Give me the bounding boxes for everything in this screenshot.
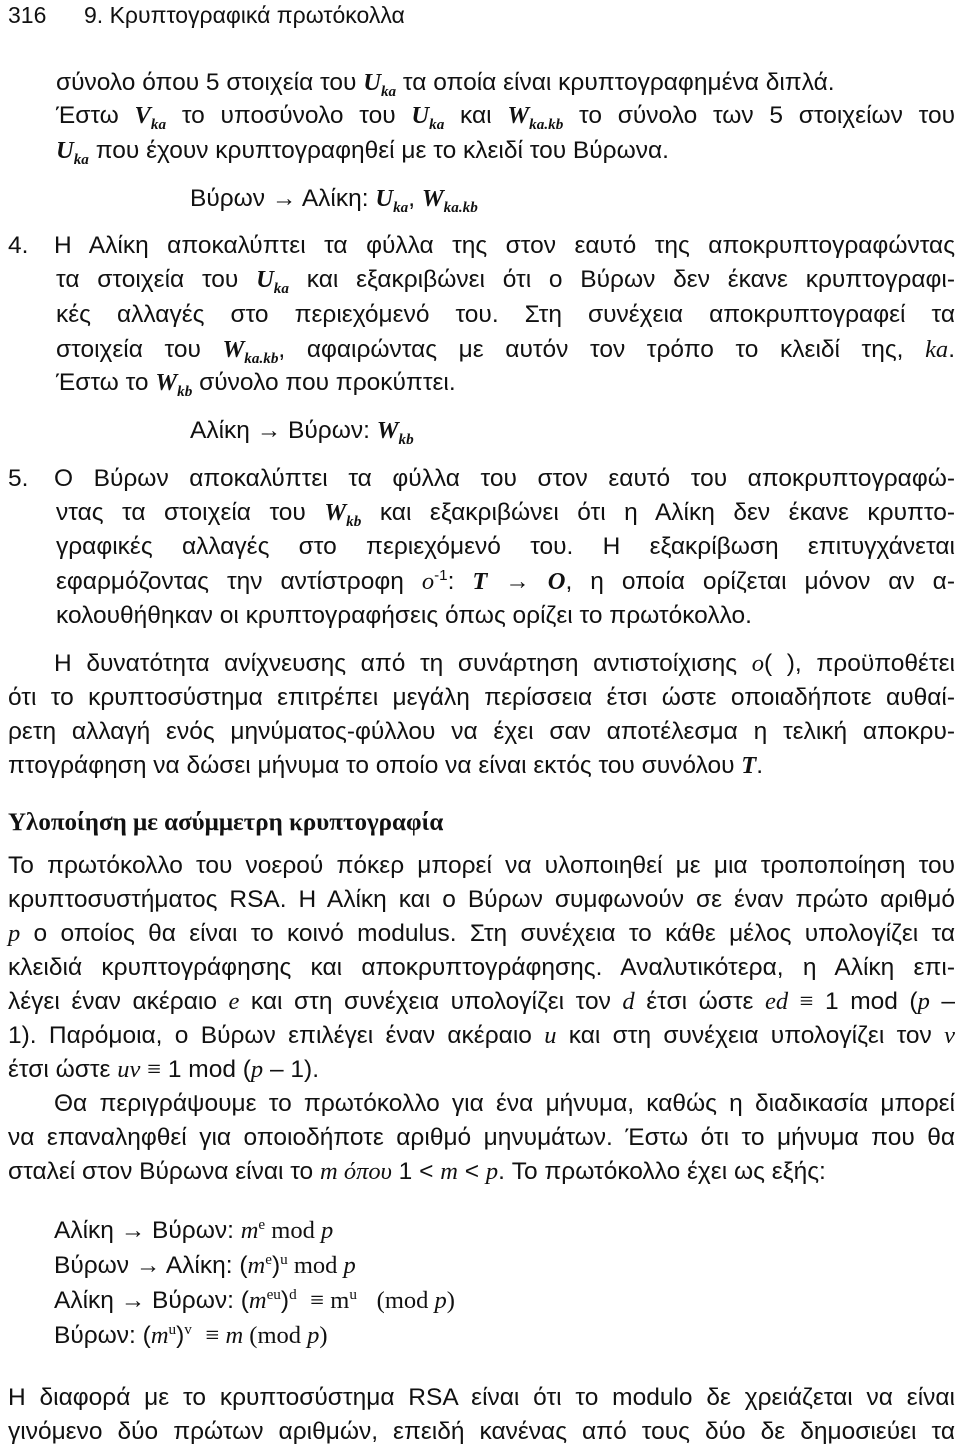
text-line: στοιχεία του $W_{ka.kb}$, αφαιρώντας με αυτόν τον τρόπο το κλειδί της, ka.: [56, 336, 955, 367]
right-arrow-icon: →: [256, 417, 282, 444]
right-arrow-icon: →: [135, 1252, 161, 1279]
paragraph-line: ότι το κρυπτοσύστημα επιτρέπει μεγάλη περίσσεια έτσι ώστε οποιαδήποτε αυθαί-: [8, 684, 955, 711]
protocol-step: Βύρων: $(m^u)^v \equiv m$ (mod p): [54, 1320, 328, 1349]
paragraph-line: πτογράφηση να δώσει μήνυμα το οποίο να είναι εκτός του συνόλου T.: [8, 752, 764, 779]
paragraph-line: έτσι ώστε uv ≡ 1 mod (p – 1).: [8, 1056, 320, 1083]
equivalence-symbol: ≡: [799, 988, 814, 1015]
text-line: κές αλλαγές στο περιεχόμενό του. Στη συνέχεια αποκρυπτογραφεί τα: [56, 301, 955, 328]
equivalence-symbol: ≡: [147, 1056, 162, 1083]
text-line: Έστω το $W_{kb}$ σύνολο που προκύπτει.: [56, 369, 456, 400]
list-item-5: 5. Ο Βύρων αποκαλύπτει τα φύλλα του στον εαυτό του αποκρυπτογραφώ-: [8, 465, 955, 492]
page-number: 316: [8, 2, 47, 28]
page-header: [8, 2, 405, 29]
paragraph-line: γινόμενο δύο πρώτων αριθμών, επειδή κανένας από τους δύο δε δημοσιεύει τα: [8, 1418, 955, 1445]
paragraph-line: να επαναληφθεί για οποιοδήποτε αριθμό μηνυμάτων. Έστω ότι το μήνυμα που θα: [8, 1124, 955, 1151]
paragraph-line: ρετη αλλαγή ενός μηνύματος-φύλλου να έχει σαν αποτέλεσμα η τελική αποκρυ-: [8, 718, 955, 745]
paragraph-line: 1). Παρόμοια, ο Βύρων επιλέγει έναν ακέραιο u και στη συνέχεια υπολογίζει τον v: [8, 1022, 955, 1049]
text-line: $U_{ka}$ που έχουν κρυπτογραφηθεί με το κλειδί του Βύρωνα.: [56, 137, 669, 168]
text-line: εφαρμόζοντας την αντίστροφη $o^{-1}$: T → O, η οποία ορίζεται μόνον αν α-: [56, 566, 955, 595]
paragraph-line: p ο οποίος θα είναι το κοινό modulus. Στη συνέχεια το κάθε μέλος υπολογίζει τα: [8, 920, 955, 947]
paragraph-line: Η διαφορά με το κρυπτοσύστημα RSA είναι ότι το modulo δε χρειάζεται να είναι: [8, 1384, 955, 1411]
equivalence-symbol: ≡: [310, 1287, 325, 1314]
equivalence-symbol: ≡: [205, 1322, 220, 1349]
paragraph-line: κλειδιά κρυπτογράφησης και αποκρυπτογράφησης. Αναλυτικότερα, η Αλίκη επι-: [8, 954, 955, 981]
text-line: ντας τα στοιχεία του $W_{kb}$ και εξακριβώνει ότι η Αλίκη δεν έκανε κρυπτο-: [56, 499, 955, 530]
list-item-4: 4. Η Αλίκη αποκαλύπτει τα φύλλα της στον εαυτό της αποκρυπτογραφώντας: [8, 232, 955, 259]
right-arrow-icon: →: [120, 1217, 146, 1244]
text-line: κολουθήθηκαν οι κρυπτογραφήσεις όπως ορίζει το πρωτόκολλο.: [56, 602, 752, 629]
text-line: τα στοιχεία του $U_{ka}$ και εξακριβώνει ότι ο Βύρων δεν έκανε κρυπτογραφι-: [56, 266, 955, 297]
section-heading: Υλοποίηση με ασύμμετρη κρυπτογραφία: [8, 809, 444, 836]
paragraph-line: λέγει έναν ακέραιο e και στη συνέχεια υπολογίζει τον d έτσι ώστε ed ≡ 1 mod (p –: [8, 988, 955, 1015]
chapter-title: 9. Κρυπτογραφικά πρωτόκολλα: [84, 2, 405, 28]
paragraph-line: Θα περιγράψουμε το πρωτόκολλο για ένα μήνυμα, καθώς η διαδικασία μπορεί: [54, 1090, 955, 1117]
paragraph-line: σταλεί στον Βύρωνα είναι το m όπου 1 < m < p. Το πρωτόκολλο έχει ως εξής:: [8, 1158, 826, 1185]
right-arrow-icon: →: [120, 1287, 146, 1314]
paragraph-line: Το πρωτόκολλο του νοερού πόκερ μπορεί να υλοποιηθεί με μια τροποποίηση του: [8, 852, 955, 879]
right-arrow-icon: →: [271, 185, 297, 212]
right-arrow-icon: →: [505, 568, 530, 595]
text-line: σύνολο όπου 5 στοιχεία του $U_{ka}$ τα οποία είναι κρυπτογραφημένα διπλά.: [56, 69, 835, 100]
protocol-step: Βύρων → Αλίκη: $(m^e)^u$ mod p: [54, 1250, 356, 1279]
paragraph-line: Η δυνατότητα ανίχνευσης από τη συνάρτηση αντιστοίχισης ο( ), προϋποθέτει: [54, 650, 955, 677]
paragraph-line: κρυπτοσυστήματος RSA. Η Αλίκη και ο Βύρων συμφωνούν σε έναν πρώτο αριθμό: [8, 886, 955, 913]
protocol-step: Αλίκη → Βύρων: $(m^{eu})^d \equiv m^u$ (mod p): [54, 1285, 455, 1314]
protocol-step: Βύρων → Αλίκη: $U_{ka}$, $W_{ka.kb}$: [190, 185, 478, 216]
protocol-step: Αλίκη → Βύρων: $m^e$ mod p: [54, 1215, 334, 1244]
text-line: γραφικές αλλαγές στο περιεχόμενό του. Η εξακρίβωση επιτυγχάνεται: [56, 533, 955, 560]
text-line: Έστω $V_{ka}$ το υποσύνολο του $U_{ka}$ και $W_{ka.kb}$ το σύνολο των 5 στοιχείων του: [56, 102, 955, 133]
protocol-step: Αλίκη → Βύρων: $W_{kb}$: [190, 417, 414, 448]
